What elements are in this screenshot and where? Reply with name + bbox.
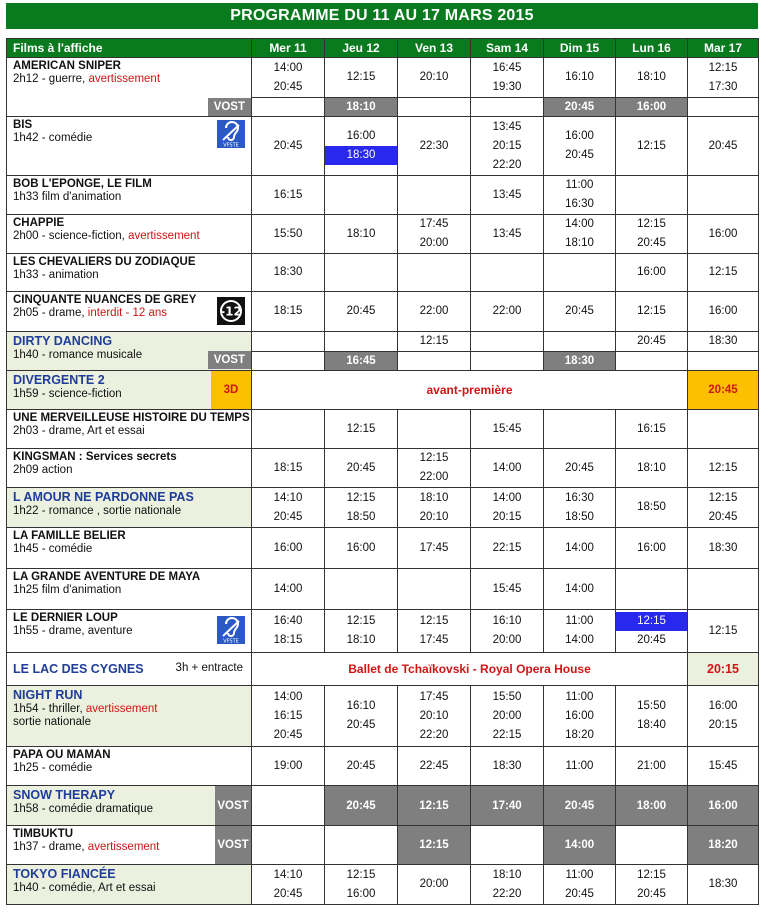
showtime-cell — [616, 176, 688, 215]
showtime-cell: 16:00 — [252, 528, 325, 569]
showtime-cell: 12:15 — [688, 449, 759, 488]
showtime-cell: 18:10 — [325, 215, 398, 254]
showtime-cell — [325, 826, 398, 865]
film-details: 2h09 action — [13, 464, 73, 476]
showtime-cell: 20:45 — [325, 747, 398, 786]
vost-cell — [252, 98, 325, 117]
showtime-cell: 15:50 18:40 — [616, 686, 688, 747]
showtime-cell: 15:45 — [471, 569, 544, 610]
showtime-cell: 14:00 16:15 20:45 — [252, 686, 325, 747]
showtime-cell: 12:15 20:45 — [616, 610, 688, 653]
showtime-cell: 20:45 — [544, 786, 616, 826]
showtime-cell: 22:00 — [398, 292, 471, 332]
showtime-cell — [252, 826, 325, 865]
vost-cell — [688, 98, 759, 117]
film-row — [7, 488, 759, 528]
film-cell — [7, 292, 252, 332]
showtime-cell: 12:15 20:45 — [616, 215, 688, 254]
showtime-cell: 16:40 18:15 — [252, 610, 325, 653]
film-duration: 3h + entracte — [175, 661, 243, 674]
showtime-cell — [325, 254, 398, 292]
highlighted-showtime: 18:30 — [325, 146, 397, 165]
film-title: DIVERGENTE 2 — [13, 373, 105, 387]
showtime-cell: 18:10 22:20 — [471, 865, 544, 905]
showtime-cell: 15:45 — [688, 747, 759, 786]
showtime-cell — [398, 410, 471, 449]
showtime-cell: 17:45 20:00 — [398, 215, 471, 254]
day-header: Lun 16 — [616, 39, 688, 58]
film-row — [7, 176, 759, 215]
showtime-cell: 11:00 20:45 — [544, 865, 616, 905]
showtime-cell — [471, 332, 544, 352]
vost-cell: 16:45 — [325, 352, 398, 371]
film-cell — [7, 449, 252, 488]
film-row — [7, 826, 759, 865]
film-row — [7, 747, 759, 786]
film-row — [7, 569, 759, 610]
showtime-cell: 12:15 — [398, 332, 471, 352]
film-details: 1h42 - comédie — [13, 132, 93, 144]
showtime-cell: 20:45 — [616, 332, 688, 352]
showtime-cell: 18:30 — [252, 254, 325, 292]
3d-tag: 3D — [211, 371, 251, 409]
day-header: Dim 15 — [544, 39, 616, 58]
showtime-cell: 13:45 — [471, 215, 544, 254]
film-details: 1h22 - romance , sortie nationale — [13, 505, 182, 517]
film-details: 1h25 - comédie — [13, 762, 93, 774]
showtime-cell: 12:15 18:10 — [325, 610, 398, 653]
film-title: AMERICAN SNIPER — [13, 60, 121, 72]
film-row — [7, 449, 759, 488]
showtime-cell: 14:00 — [252, 569, 325, 610]
vost-tag: VOST — [208, 351, 251, 369]
films-header: Films à l'affiche — [7, 39, 252, 58]
showtime-cell: 16:00 — [325, 528, 398, 569]
showtime-cell: 16:00 20:45 — [544, 117, 616, 176]
showtime-cell — [616, 569, 688, 610]
showtime-cell: 14:00 — [544, 569, 616, 610]
schedule-table — [6, 38, 759, 905]
showtime-cell — [252, 332, 325, 352]
film-cell — [7, 176, 252, 215]
film-cell — [7, 686, 252, 747]
film-cell — [7, 826, 252, 865]
film-warning: avertissement — [88, 73, 161, 85]
showtime-cell: 18:30 — [688, 528, 759, 569]
film-title: LA GRANDE AVENTURE DE MAYA — [13, 571, 201, 583]
film-details: 2h03 - drame, Art et essai — [13, 425, 145, 437]
film-release: sortie nationale — [13, 716, 91, 728]
film-title: SNOW THERAPY — [13, 788, 116, 802]
showtime-cell: 22:30 — [398, 117, 471, 176]
vost-cell: 18:10 — [325, 98, 398, 117]
film-details: 1h40 - comédie, Art et essai — [13, 882, 156, 894]
showtime-cell: 20:45 — [325, 292, 398, 332]
showtime-cell — [544, 332, 616, 352]
showtime-cell: 16:15 — [616, 410, 688, 449]
film-details: 1h54 - thriller, — [13, 703, 86, 715]
vost-cell — [252, 352, 325, 371]
film-row — [7, 254, 759, 292]
film-row — [7, 58, 759, 98]
film-row — [7, 332, 759, 352]
vost-cell — [616, 352, 688, 371]
film-title: NIGHT RUN — [13, 688, 83, 702]
film-cell — [7, 786, 252, 826]
svg-text:VFSTE: VFSTE — [223, 638, 239, 644]
showtime-cell: 16:00 18:30 — [325, 117, 398, 176]
showtime-cell — [688, 569, 759, 610]
film-row — [7, 410, 759, 449]
showtime-cell — [252, 410, 325, 449]
film-details: 1h33 film d'animation — [13, 191, 122, 203]
film-row — [7, 528, 759, 569]
showtime-cell: 15:50 — [252, 215, 325, 254]
film-warning: interdit - 12 ans — [87, 307, 168, 319]
showtime-cell: 15:50 20:00 22:15 — [471, 686, 544, 747]
showtime-cell: 17:45 — [398, 528, 471, 569]
showtime-cell: 17:45 20:10 22:20 — [398, 686, 471, 747]
showtime-cell: 16:45 19:30 — [471, 58, 544, 98]
film-row — [7, 117, 759, 176]
showtime-cell: 18:15 — [252, 292, 325, 332]
showtime-cell: 11:00 14:00 — [544, 610, 616, 653]
showtime-cell: 18:15 — [252, 449, 325, 488]
showtime-cell: 20:45 — [252, 117, 325, 176]
showtime-cell: 12:15 — [325, 410, 398, 449]
film-title: PAPA OU MAMAN — [13, 749, 111, 761]
film-title: LE LAC DES CYGNES — [13, 661, 144, 676]
film-row — [7, 371, 759, 410]
showtime-cell — [398, 569, 471, 610]
film-details: 2h05 - drame, — [13, 307, 88, 319]
showtime-cell: 18:30 — [471, 747, 544, 786]
film-details: 2h00 - science-fiction, — [13, 230, 129, 242]
film-title: TOKYO FIANCÉE — [13, 867, 116, 881]
vost-tag: VOST — [208, 98, 251, 116]
film-title: CINQUANTE NUANCES DE GREY — [13, 294, 197, 306]
showtime-cell: 12:15 17:45 — [398, 610, 471, 653]
showtime-cell: 12:15 20:45 — [616, 865, 688, 905]
film-cell — [7, 254, 252, 292]
film-details: 1h55 - drame, aventure — [13, 625, 133, 637]
film-cell — [7, 117, 252, 176]
film-details: 1h25 film d'animation — [13, 584, 122, 596]
showtime-cell — [471, 826, 544, 865]
vost-cell — [471, 98, 544, 117]
showtime-cell — [325, 569, 398, 610]
showtime-cell: 16:00 — [688, 215, 759, 254]
film-row — [7, 686, 759, 747]
showtime-cell: 14:00 — [544, 826, 616, 865]
showtime-cell: 21:00 — [616, 747, 688, 786]
showtime-cell: 20:15 — [688, 653, 759, 686]
film-details: 1h37 - drame, — [13, 841, 88, 853]
showtime-cell: 18:10 — [616, 449, 688, 488]
day-header: Mer 11 — [252, 39, 325, 58]
film-row — [7, 292, 759, 332]
showtime-cell: 15:45 — [471, 410, 544, 449]
showtime-cell — [325, 332, 398, 352]
showtime-cell — [325, 176, 398, 215]
showtime-cell: 16:10 — [544, 58, 616, 98]
showtime-cell: 16:00 — [688, 292, 759, 332]
showtime-cell: 14:00 — [471, 449, 544, 488]
showtime-cell: 14:00 20:15 — [471, 488, 544, 528]
showtime-cell: 14:00 18:10 — [544, 215, 616, 254]
showtime-cell: 18:20 — [688, 826, 759, 865]
vost-cell — [398, 352, 471, 371]
showtime-cell: 18:00 — [616, 786, 688, 826]
highlighted-showtime: 12:15 — [616, 612, 687, 631]
day-header: Jeu 12 — [325, 39, 398, 58]
showtime-cell: 13:45 20:15 22:20 — [471, 117, 544, 176]
svg-text:VFSTE: VFSTE — [223, 142, 239, 148]
film-title: TIMBUKTU — [13, 828, 74, 840]
showtime-cell: 20:45 — [325, 786, 398, 826]
showtime-cell: 14:10 20:45 — [252, 865, 325, 905]
showtime-cell: 18:50 — [616, 488, 688, 528]
film-cell — [7, 610, 252, 653]
vost-tag: VOST — [215, 786, 251, 825]
showtime-cell: 13:45 — [471, 176, 544, 215]
programme-title: PROGRAMME DU 11 AU 17 MARS 2015 — [6, 3, 758, 29]
showtime-cell: 14:00 20:45 — [252, 58, 325, 98]
vost-cell: 20:45 — [544, 98, 616, 117]
hearing-impaired-icon — [217, 616, 245, 644]
film-details: 1h33 - animation — [13, 269, 99, 281]
showtime-cell: 12:15 17:30 — [688, 58, 759, 98]
showtime-cell: 12:15 — [398, 826, 471, 865]
showtime-cell: 16:00 — [688, 786, 759, 826]
showtime-cell: 16:10 20:00 — [471, 610, 544, 653]
film-details: 1h40 - romance musicale — [13, 349, 143, 361]
showtime-cell — [398, 176, 471, 215]
film-title: BOB L'EPONGE, LE FILM — [13, 178, 152, 190]
showtime-cell: 12:15 — [688, 254, 759, 292]
film-cell — [7, 488, 252, 528]
showtime-cell: 18:30 — [688, 332, 759, 352]
film-row — [7, 786, 759, 826]
film-warning: avertissement — [128, 230, 200, 242]
showtime-cell: 17:40 — [471, 786, 544, 826]
showtime-cell: 22:45 — [398, 747, 471, 786]
showtime-cell: 11:00 16:30 — [544, 176, 616, 215]
showtime-cell: 12:15 — [325, 58, 398, 98]
showtime-cell: 12:15 16:00 — [325, 865, 398, 905]
showtime-cell: 14:10 20:45 — [252, 488, 325, 528]
film-cell — [7, 528, 252, 569]
film-row — [7, 653, 759, 686]
showtime-cell: 22:00 — [471, 292, 544, 332]
film-title: KINGSMAN : Services secrets — [13, 451, 177, 463]
showtime-cell: 20:45 — [688, 117, 759, 176]
showtime-cell — [688, 176, 759, 215]
film-title: BIS — [13, 119, 33, 131]
svg-text:-12: -12 — [220, 304, 242, 319]
film-row — [7, 865, 759, 905]
header-row — [7, 39, 759, 58]
film-title: UNE MERVEILLEUSE HISTOIRE DU TEMPS — [13, 412, 250, 424]
day-header: Ven 13 — [398, 39, 471, 58]
event-banner: Ballet de Tchaïkovski - Royal Opera House — [252, 653, 688, 686]
film-details: 1h45 - comédie — [13, 543, 93, 555]
film-warning: avertissement — [87, 841, 160, 853]
showtime-cell — [398, 254, 471, 292]
film-title: LA FAMILLE BELIER — [13, 530, 126, 542]
showtime-cell — [616, 826, 688, 865]
showtime-cell: 18:30 — [688, 865, 759, 905]
film-row — [7, 215, 759, 254]
film-cell — [7, 569, 252, 610]
vost-cell — [471, 352, 544, 371]
film-details: 1h59 - science-fiction — [13, 388, 122, 400]
vost-cell: 18:30 — [544, 352, 616, 371]
film-details: 1h58 - comédie dramatique — [13, 803, 153, 815]
showtime-cell: 16:10 20:45 — [325, 686, 398, 747]
showtime-cell: 11:00 — [544, 747, 616, 786]
showtime-cell: 16:00 — [616, 528, 688, 569]
film-cell — [7, 865, 252, 905]
showtime-cell — [252, 786, 325, 826]
preview-banner: avant-première — [252, 371, 688, 410]
showtime-cell: 12:15 20:45 — [688, 488, 759, 528]
showtime-cell: 12:15 — [688, 610, 759, 653]
showtime-cell: 12:15 18:50 — [325, 488, 398, 528]
day-header: Sam 14 — [471, 39, 544, 58]
showtime-cell: 11:00 16:00 18:20 — [544, 686, 616, 747]
showtime-cell: 22:15 — [471, 528, 544, 569]
showtime-cell: 20:10 — [398, 58, 471, 98]
film-title: CHAPPIE — [13, 217, 65, 229]
day-header: Mar 17 — [688, 39, 759, 58]
showtime-cell: 12:15 — [616, 117, 688, 176]
showtime-cell — [471, 254, 544, 292]
film-warning: avertissement — [85, 703, 158, 715]
film-cell — [7, 371, 252, 410]
showtime-cell: 16:30 18:50 — [544, 488, 616, 528]
showtime-cell: 16:00 — [616, 254, 688, 292]
film-title: LE DERNIER LOUP — [13, 612, 118, 624]
showtime-cell: 14:00 — [544, 528, 616, 569]
showtime-cell: 20:45 — [544, 292, 616, 332]
vost-cell: 16:00 — [616, 98, 688, 117]
showtime-cell — [544, 254, 616, 292]
showtime-cell: 19:00 — [252, 747, 325, 786]
film-title: L AMOUR NE PARDONNE PAS — [13, 490, 194, 504]
hearing-impaired-icon — [217, 120, 245, 148]
film-details: 2h12 - guerre, — [13, 73, 89, 85]
film-cell — [7, 58, 252, 117]
showtime-cell: 20:45 — [688, 371, 759, 410]
film-title: LES CHEVALIERS DU ZODIAQUE — [13, 256, 196, 268]
showtime-cell: 12:15 — [616, 292, 688, 332]
showtime-cell: 12:15 — [398, 786, 471, 826]
showtime-cell: 18:10 20:10 — [398, 488, 471, 528]
showtime-cell: 16:15 — [252, 176, 325, 215]
showtime-cell: 12:15 22:00 — [398, 449, 471, 488]
vost-cell — [398, 98, 471, 117]
film-cell — [7, 653, 252, 686]
film-cell — [7, 215, 252, 254]
film-row — [7, 610, 759, 653]
showtime-cell: 16:00 20:15 — [688, 686, 759, 747]
showtime-cell — [544, 410, 616, 449]
showtime-cell: 18:10 — [616, 58, 688, 98]
showtime-cell — [688, 410, 759, 449]
film-cell — [7, 747, 252, 786]
showtime-cell: 20:45 — [325, 449, 398, 488]
film-title: DIRTY DANCING — [13, 334, 113, 348]
film-cell — [7, 332, 252, 371]
vost-cell — [688, 352, 759, 371]
vost-tag: VOST — [215, 826, 251, 864]
film-cell — [7, 410, 252, 449]
showtime-cell: 20:00 — [398, 865, 471, 905]
age-restriction-12-icon — [217, 297, 245, 325]
showtime-cell: 20:45 — [544, 449, 616, 488]
